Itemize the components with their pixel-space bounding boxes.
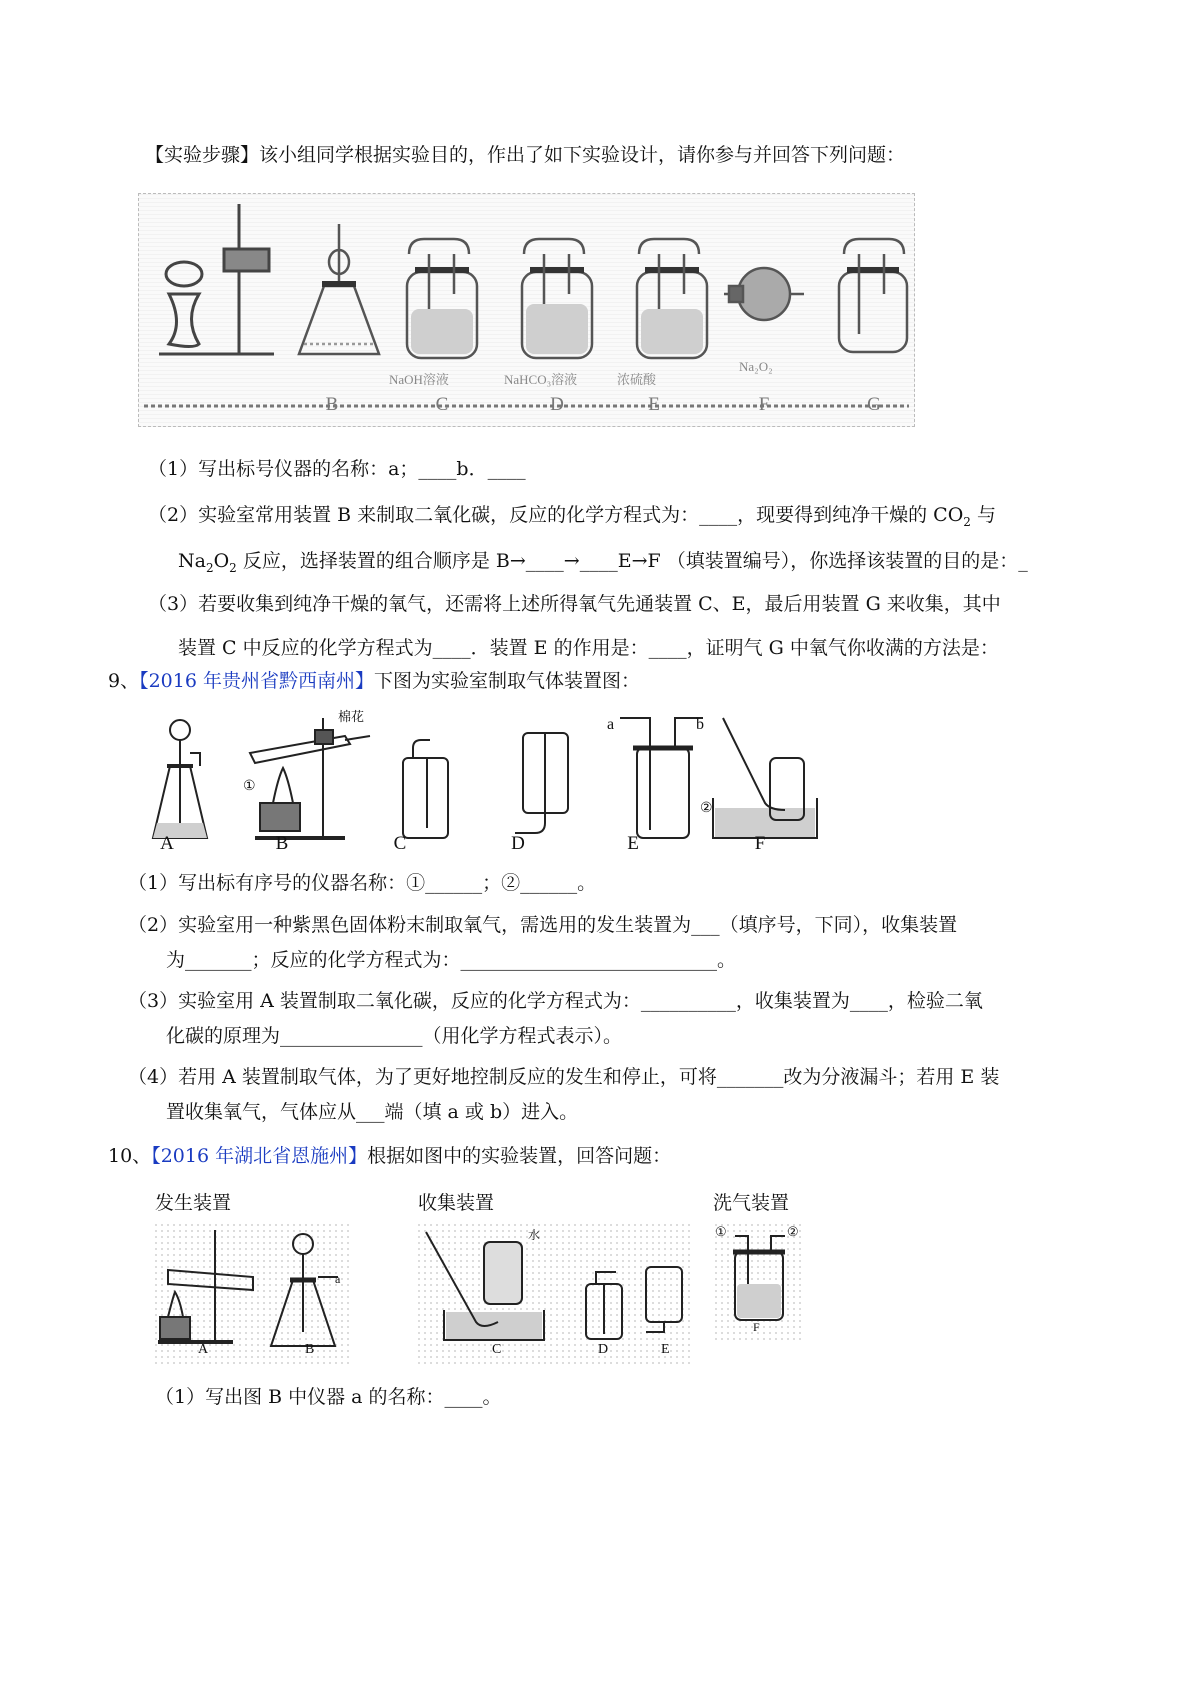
q10-part1: （1）写出图 B 中仪器 a 的名称：____。	[155, 1386, 502, 1408]
q9-apparatus-e	[620, 718, 703, 838]
apparatus-g	[839, 239, 907, 352]
label-c: C	[435, 394, 449, 415]
wash-mark-1: ①	[715, 1224, 727, 1239]
wash-mark-2: ②	[787, 1224, 799, 1239]
apparatus-e	[637, 239, 707, 358]
reagent-nahco3: NaHCO₃溶液	[504, 372, 578, 387]
q10-wash-heading: 洗气装置	[713, 1192, 790, 1214]
q9-apparatus-c	[403, 740, 448, 838]
q8-part2a: （2）实验室常用装置 B 来制取二氧化碳，反应的化学方程式为：____，现要得到纯净干燥的 $CO_2$ 与	[148, 504, 996, 529]
q9-part4a: （4）若用 A 装置制取气体，为了更好地控制反应的发生和停止，可将_______改为分液漏斗；若用 E 装	[128, 1066, 1000, 1088]
q9-label-e: E	[627, 833, 639, 854]
step-heading: 【实验步骤】该小组同学根据实验目的，作出了如下实验设计，请你参与并回答下列问题：	[145, 144, 906, 166]
q10-figure-wash	[713, 1222, 805, 1340]
reagent-naoh: NaOH溶液	[389, 372, 449, 387]
q10-col-heading: 收集装置	[418, 1192, 495, 1214]
apparatus-f	[724, 268, 804, 320]
q10-label-b: B	[305, 1342, 315, 1357]
q9-label-d: D	[511, 833, 525, 854]
q10-figure-collection	[416, 1222, 691, 1364]
q10-label-f: F	[753, 1320, 760, 1334]
q9-source: 【2016 年贵州省黔西南州】	[139, 670, 374, 692]
water-label: 水	[528, 1228, 541, 1242]
q10-apparatus-c	[426, 1232, 544, 1340]
mark-1: ①	[243, 779, 256, 794]
q9-apparatus-a	[153, 720, 207, 838]
cotton-label: 棉花	[338, 709, 365, 724]
apparatus-b	[299, 224, 379, 354]
q9-part2a: （2）实验室用一种紫黑色固体粉末制取氧气，需选用的发生装置为___（填序号，下同），收集装置	[128, 914, 958, 936]
q9-apparatus-f	[713, 718, 817, 838]
q10-source: 【2016 年湖北省恩施州】	[151, 1145, 368, 1167]
q9-heading: 9、【2016 年贵州省黔西南州】下图为实验室制取气体装置图：	[108, 670, 641, 692]
q9-part1: （1）写出标有序号的仪器名称：①______；②______。	[128, 872, 597, 894]
q9-label-f: F	[754, 833, 766, 854]
label-g: G	[867, 394, 881, 415]
q10-label-e: E	[661, 1342, 670, 1357]
q9-label-a: A	[160, 833, 174, 854]
apparatus-a	[159, 204, 274, 354]
q10-gen-heading: 发生装置	[155, 1192, 232, 1214]
apparatus-c	[407, 239, 477, 358]
q9-part3b: 化碳的原理为_______________（用化学方程式表示）。	[166, 1025, 623, 1047]
q8-part3a: （3）若要收集到纯净干燥的氧气，还需将上述所得氧气先通装置 C、E，最后用装置 G 来收集，其中	[148, 593, 1001, 615]
reagent-h2so4: 浓硫酸	[617, 372, 657, 387]
q8-part1: （1）写出标号仪器的名称：a；____b．____	[148, 458, 526, 480]
q9-part2b: 为_______；反应的化学方程式为：___________________________。	[166, 949, 737, 971]
q8-part2b: $Na_2O_2$ 反应，选择装置的组合顺序是 B→____→____E→F （填装置编号），你选择该装置的目的是：_	[178, 550, 1028, 575]
q10-apparatus-b	[271, 1234, 341, 1346]
mark-2: ②	[700, 801, 713, 816]
q9-part4b: 置收集氧气，气体应从___端（填 a 或 b）进入。	[166, 1101, 579, 1123]
apparatus-d	[522, 239, 592, 358]
b-label-a: a	[335, 1272, 341, 1286]
q10-apparatus-a	[158, 1230, 253, 1342]
reagent-na2o2: Na₂O₂	[739, 359, 773, 374]
label-f: F	[758, 394, 770, 415]
q9-apparatus-d	[515, 733, 568, 833]
q10-figure-generation	[153, 1222, 353, 1364]
apparatus-figure-q8	[138, 193, 915, 427]
label-d: D	[550, 394, 564, 415]
q9-part3a: （3）实验室用 A 装置制取二氧化碳，反应的化学方程式为：__________，收集装置为____，检验二氧	[128, 990, 983, 1012]
q10-heading: 10、【2016 年湖北省恩施州】根据如图中的实验装置，回答问题：	[108, 1145, 672, 1167]
q8-part3b: 装置 C 中反应的化学方程式为____．装置 E 的作用是：____，证明气 G 中氧气你收满的方法是：	[178, 637, 999, 659]
q10-apparatus-d	[586, 1272, 622, 1339]
q9-label-c: C	[393, 833, 407, 854]
apparatus-figure-q9	[145, 708, 845, 868]
q10-label-a: A	[198, 1342, 209, 1357]
q10-label-c: C	[492, 1342, 502, 1357]
e-port-b: b	[696, 716, 704, 733]
q9-apparatus-b	[250, 718, 370, 838]
q9-label-b: B	[275, 833, 289, 854]
label-e: E	[648, 394, 660, 415]
q10-apparatus-e	[646, 1267, 682, 1332]
q10-apparatus-f	[733, 1236, 785, 1320]
q10-label-d: D	[598, 1342, 609, 1357]
e-port-a: a	[607, 716, 615, 733]
label-b: B	[325, 394, 339, 415]
